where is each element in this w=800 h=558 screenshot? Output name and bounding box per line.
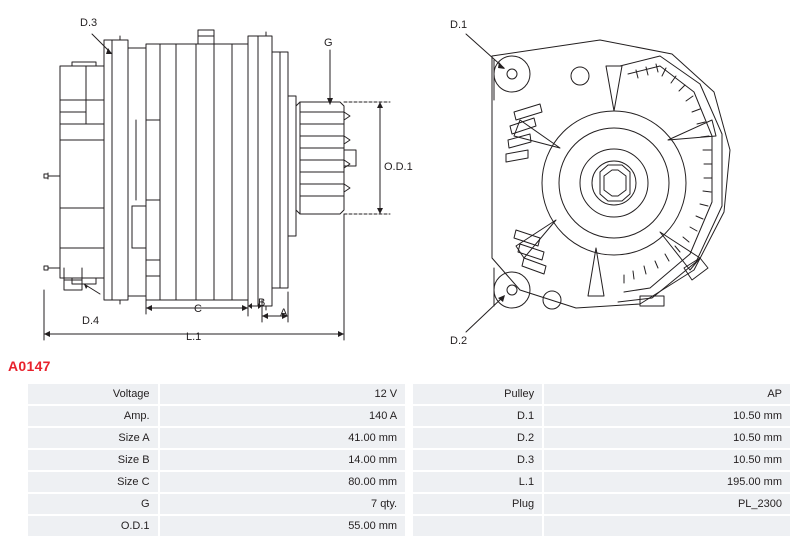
spec-label: Size A: [28, 428, 158, 448]
table-row: [10, 428, 790, 448]
side-view: [44, 30, 356, 310]
spec-value: 80.00 mm: [160, 472, 406, 492]
spec-value: 12 V: [160, 384, 406, 404]
spec-value: 10.50 mm: [544, 406, 790, 426]
column-spacer: [407, 406, 411, 426]
spec-value: 41.00 mm: [160, 428, 406, 448]
column-spacer: [407, 494, 411, 514]
row-gutter: [10, 428, 26, 448]
front-view: [492, 40, 730, 309]
callout-labels: [80, 17, 467, 347]
row-gutter: [10, 384, 26, 404]
spec-label: D.3: [413, 450, 542, 470]
spec-label: L.1: [413, 472, 542, 492]
callout-d3: D.3: [80, 17, 98, 29]
spec-value-empty: [544, 516, 790, 536]
spec-value: 7 qty.: [160, 494, 406, 514]
spec-value: PL_2300: [544, 494, 790, 514]
spec-label: G: [28, 494, 158, 514]
specification-table: [8, 382, 792, 538]
spec-label-empty: [413, 516, 542, 536]
spec-value: 10.50 mm: [544, 428, 790, 448]
column-spacer: [407, 384, 411, 404]
spec-label: Plug: [413, 494, 542, 514]
callout-c: C: [194, 303, 202, 315]
table-row: [10, 516, 790, 536]
callout-d2: D.2: [450, 335, 468, 347]
column-spacer: [407, 472, 411, 492]
column-spacer: [407, 516, 411, 536]
row-gutter: [10, 472, 26, 492]
table-row: [10, 406, 790, 426]
spec-label: D.1: [413, 406, 542, 426]
spec-value: 195.00 mm: [544, 472, 790, 492]
spec-label: Pulley: [413, 384, 542, 404]
table-row: [10, 494, 790, 514]
table-row: [10, 384, 790, 404]
part-code: A0147: [8, 358, 51, 374]
callout-l1: L.1: [186, 331, 202, 343]
spec-label: Voltage: [28, 384, 158, 404]
callout-a: A: [280, 307, 288, 319]
row-gutter: [10, 516, 26, 536]
table-row: [10, 472, 790, 492]
column-spacer: [407, 450, 411, 470]
spec-value: 55.00 mm: [160, 516, 406, 536]
callout-b: B: [258, 297, 266, 309]
callout-d4: D.4: [82, 315, 100, 327]
spec-value: 10.50 mm: [544, 450, 790, 470]
callout-g: G: [324, 37, 333, 49]
row-gutter: [10, 406, 26, 426]
spec-value: 14.00 mm: [160, 450, 406, 470]
spec-label: D.2: [413, 428, 542, 448]
table-row: [10, 450, 790, 470]
callout-od1: O.D.1: [384, 161, 413, 173]
spec-label: Amp.: [28, 406, 158, 426]
callout-d1: D.1: [450, 19, 468, 31]
spec-value: AP: [544, 384, 790, 404]
spec-label: Size B: [28, 450, 158, 470]
row-gutter: [10, 494, 26, 514]
row-gutter: [10, 450, 26, 470]
spec-value: 140 A: [160, 406, 406, 426]
column-spacer: [407, 428, 411, 448]
spec-label: O.D.1: [28, 516, 158, 536]
spec-label: Size C: [28, 472, 158, 492]
